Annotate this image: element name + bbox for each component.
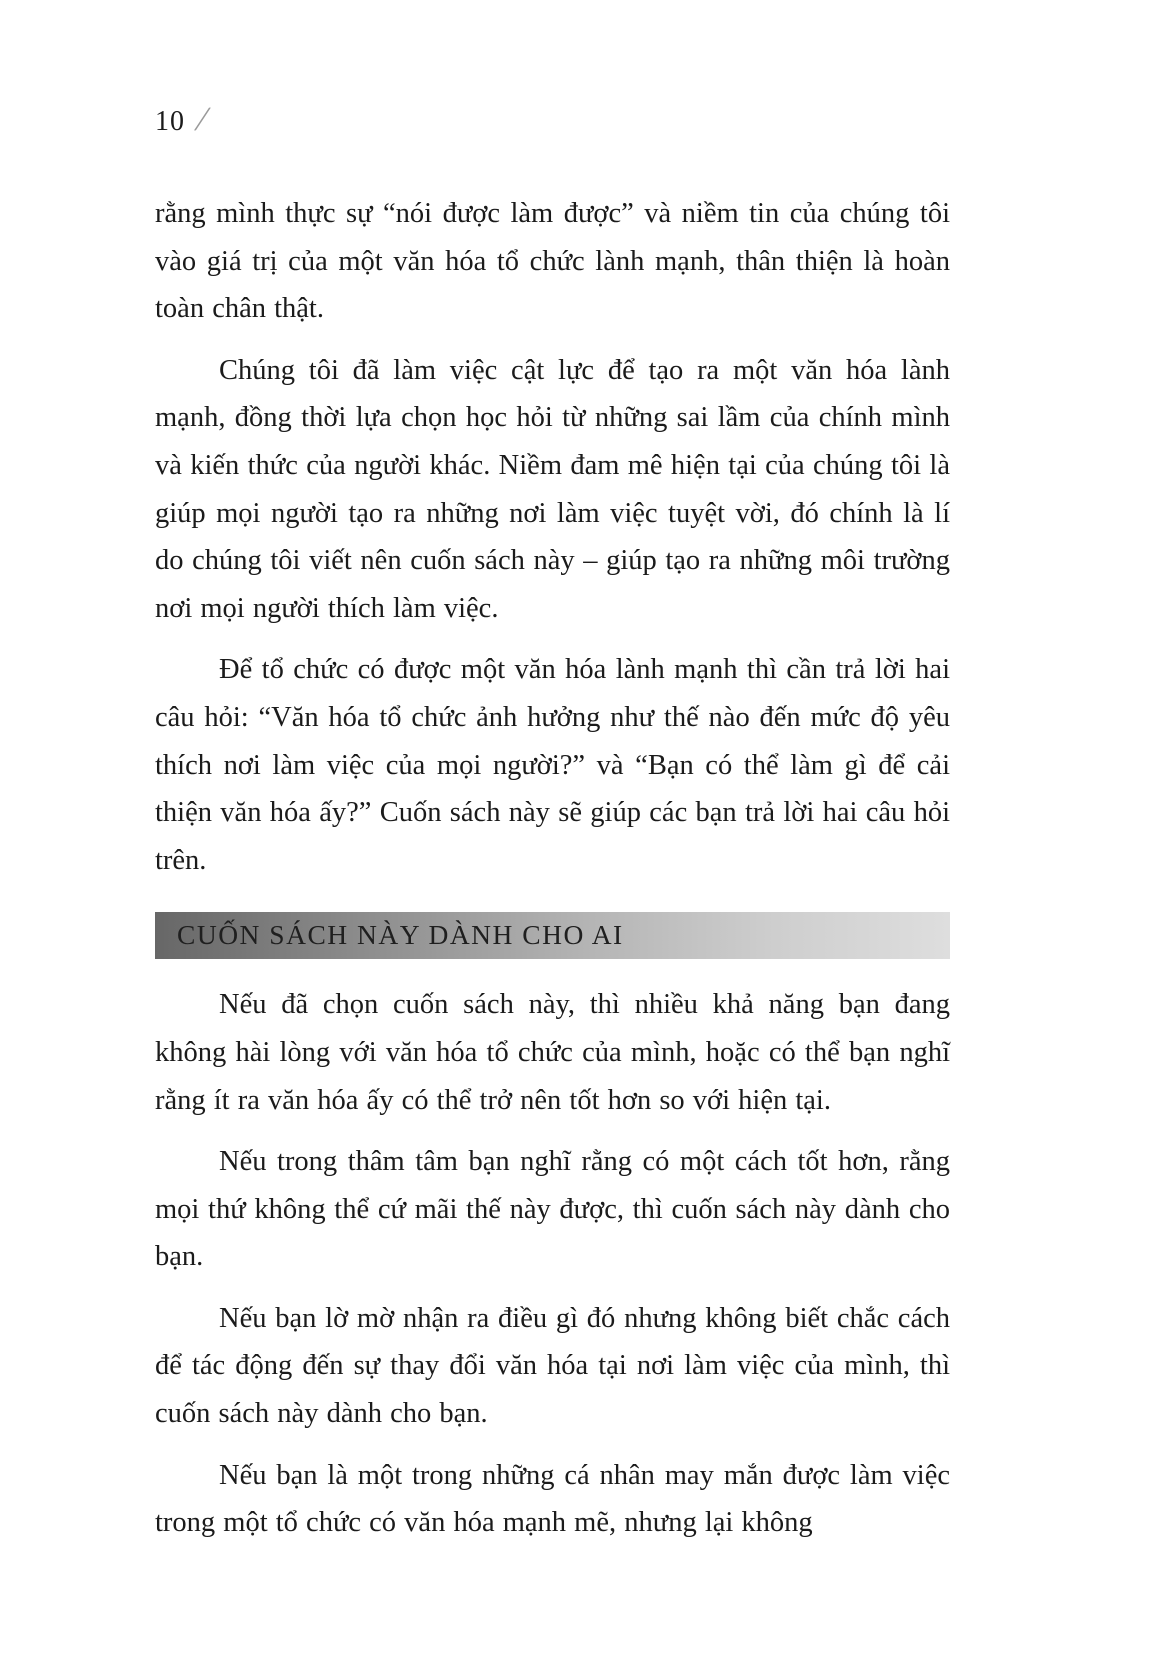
page-header: [155, 103, 950, 138]
page-content: [155, 190, 950, 1547]
page-number-slash-decoration: /: [194, 101, 210, 138]
paragraph-continuation: rằng mình thực sự “nói được làm được” và niềm tin của chúng tôi vào giá trị của một văn hóa tổ chức lành mạnh, thân thiện là hoàn toàn chân thật.: [155, 198, 950, 325]
paragraph: Nếu bạn là một trong những cá nhân may mắn được làm việc trong một tổ chức có văn hóa mạnh mẽ, nhưng lại không: [155, 1459, 950, 1539]
paragraph: Để tổ chức có được một văn hóa lành mạnh thì cần trả lời hai câu hỏi: “Văn hóa tổ chức ảnh hưởng như thế nào đến mức độ yêu thích nơi làm việc của mọi người?” và “Bạn có thể làm gì để cải thiện văn hóa ấy?” Cuốn sách này sẽ giúp các bạn trả lời hai câu hỏi trên.: [155, 654, 950, 876]
paragraph: Nếu đã chọn cuốn sách này, thì nhiều khả năng bạn đang không hài lòng với văn hóa tổ chức của mình, hoặc có thể bạn nghĩ rằng ít ra văn hóa ấy có thể trở nên tốt hơn so với hiện tại.: [155, 989, 950, 1116]
paragraph: Chúng tôi đã làm việc cật lực để tạo ra một văn hóa lành mạnh, đồng thời lựa chọn học hỏi từ những sai lầm của chính mình và kiến thức của người khác. Niềm đam mê hiện tại của chúng tôi là giúp mọi người tạo ra những nơi làm việc tuyệt vời, đó chính là lí do chúng tôi viết nên cuốn sách này – giúp tạo ra những môi trường nơi mọi người thích làm việc.: [155, 354, 950, 624]
paragraph: Nếu bạn lờ mờ nhận ra điều gì đó nhưng không biết chắc cách để tác động đến sự thay đổi văn hóa tại nơi làm việc của mình, thì cuốn sách này dành cho bạn.: [155, 1302, 950, 1430]
paragraph: Nếu trong thâm tâm bạn nghĩ rằng có một cách tốt hơn, rằng mọi thứ không thể cứ mãi thế này được, thì cuốn sách này dành cho bạn.: [155, 1146, 950, 1273]
page-number: 10: [155, 106, 185, 137]
section-heading: CUỐN SÁCH NÀY DÀNH CHO AI: [155, 912, 950, 959]
